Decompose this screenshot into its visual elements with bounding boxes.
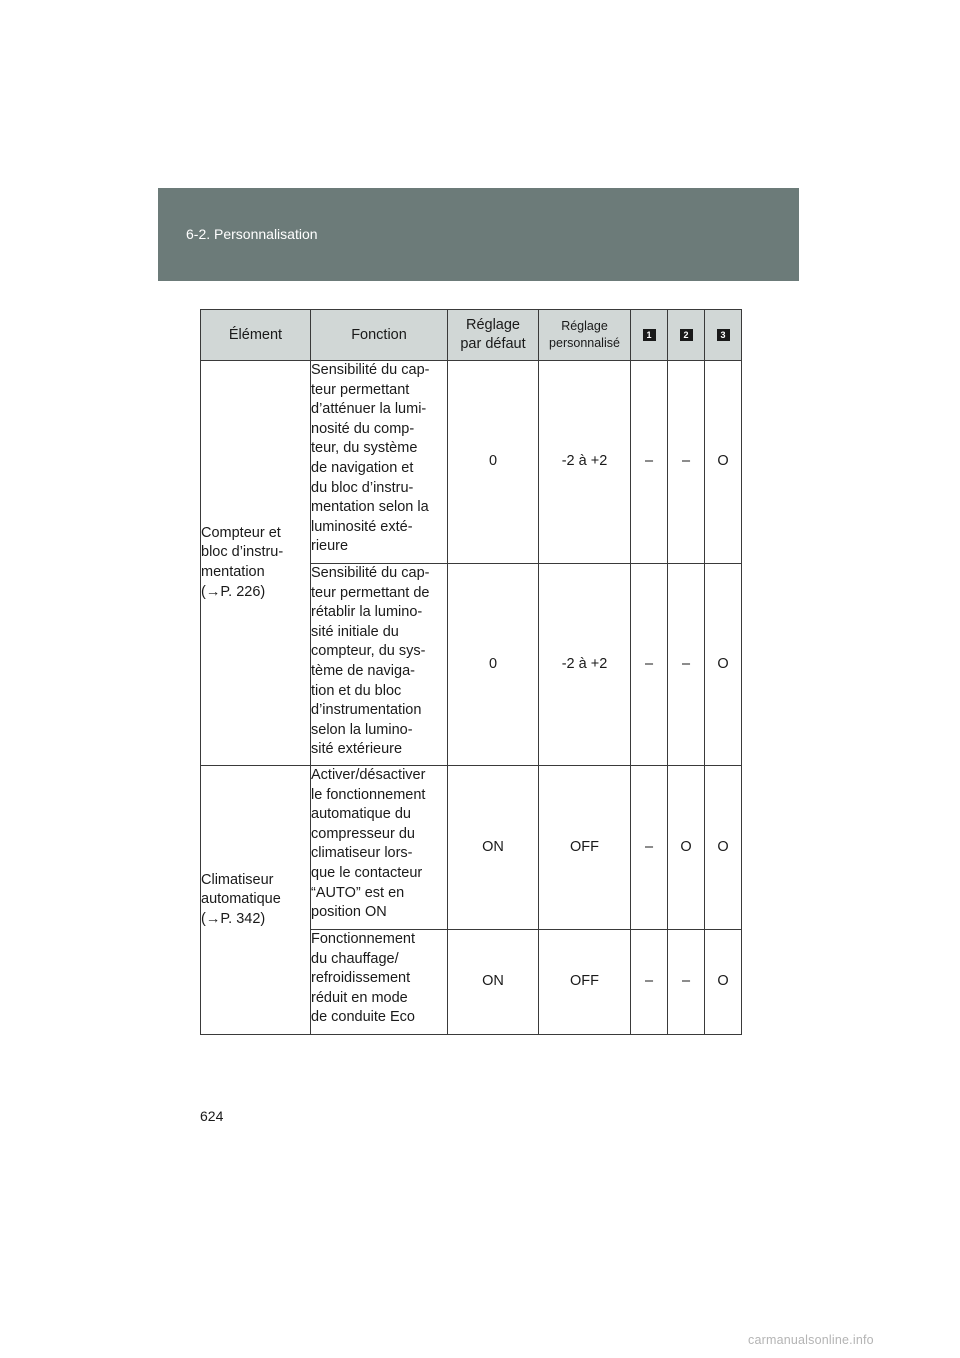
- table-row: [201, 766, 742, 930]
- function-line: luminosité exté-: [311, 518, 413, 535]
- table-header-row: [201, 310, 742, 361]
- header-col-3: [705, 310, 742, 361]
- function-line: que le contacteur: [311, 864, 423, 881]
- col-3-value: O: [705, 930, 742, 1035]
- header-default-line: par défaut: [460, 336, 526, 352]
- function-line: rieure: [311, 538, 349, 555]
- table-row: [201, 361, 742, 564]
- item-line: bloc d’instru-: [201, 544, 284, 561]
- header-custom-line: Réglage: [561, 319, 608, 333]
- section-header-band: [158, 188, 799, 281]
- function-line: d’instrumentation: [311, 702, 422, 719]
- col-2-value: O: [668, 766, 705, 930]
- function-line: teur, du système: [311, 440, 418, 457]
- col-3-value: O: [705, 361, 742, 564]
- function-line: rétablir la lumino-: [311, 604, 423, 621]
- function-cell: [311, 930, 448, 1035]
- number-1-icon: 1: [643, 329, 656, 341]
- function-line: Fonctionnement: [311, 931, 415, 947]
- custom-value: -2 à +2: [539, 361, 631, 564]
- function-cell: [311, 361, 448, 564]
- function-line: teur permettant: [311, 381, 410, 398]
- col-1-value: –: [631, 361, 668, 564]
- default-value: 0: [448, 564, 539, 766]
- header-default-line: Réglage: [465, 317, 520, 333]
- function-line: du bloc d’instru-: [311, 479, 414, 496]
- header-custom-line: personnalisé: [549, 336, 620, 350]
- custom-value: OFF: [539, 766, 631, 930]
- item-line: Climatiseur: [201, 871, 274, 888]
- header-item: Élément: [201, 310, 311, 361]
- item-line: automatique: [201, 891, 281, 908]
- item-line: (→P. 342): [201, 910, 266, 927]
- function-cell: [311, 564, 448, 766]
- col-1-value: –: [631, 930, 668, 1035]
- function-line: tion et du bloc: [311, 682, 402, 699]
- watermark: carmanualsonline.info: [748, 1333, 874, 1347]
- item-line: (→P. 226): [201, 583, 266, 600]
- function-line: d’atténuer la lumi-: [311, 401, 427, 418]
- section-title: 6-2. Personnalisation: [186, 226, 318, 242]
- function-line: mentation selon la: [311, 499, 429, 516]
- function-line: position ON: [311, 904, 387, 921]
- header-default: [448, 310, 539, 361]
- default-value: ON: [448, 930, 539, 1035]
- function-line: réduit en mode: [311, 989, 408, 1006]
- item-cell: [201, 361, 311, 766]
- function-line: de navigation et: [311, 459, 414, 476]
- function-line: teur permettant de: [311, 584, 430, 601]
- col-2-value: –: [668, 564, 705, 766]
- custom-value: -2 à +2: [539, 564, 631, 766]
- item-cell: [201, 766, 311, 1035]
- col-1-value: –: [631, 564, 668, 766]
- header-col-2: [668, 310, 705, 361]
- function-line: compteur, du sys-: [311, 643, 426, 660]
- function-line: tème de naviga-: [311, 662, 415, 679]
- col-2-value: –: [668, 930, 705, 1035]
- header-function: Fonction: [311, 310, 448, 361]
- function-line: de conduite Eco: [311, 1009, 415, 1026]
- function-line: sité extérieure: [311, 741, 403, 758]
- function-line: du chauffage/: [311, 950, 399, 967]
- customization-table: [200, 309, 742, 1035]
- header-custom: [539, 310, 631, 361]
- function-line: compresseur du: [311, 825, 415, 842]
- custom-value: OFF: [539, 930, 631, 1035]
- function-line: climatiseur lors-: [311, 845, 413, 862]
- function-line: automatique du: [311, 806, 411, 823]
- function-line: nosité du comp-: [311, 420, 415, 437]
- function-line: Sensibilité du cap-: [311, 565, 430, 581]
- function-line: “AUTO” est en: [311, 884, 405, 901]
- number-3-icon: 3: [717, 329, 730, 341]
- col-1-value: –: [631, 766, 668, 930]
- default-value: ON: [448, 766, 539, 930]
- col-2-value: –: [668, 361, 705, 564]
- default-value: 0: [448, 361, 539, 564]
- function-line: le fonctionnement: [311, 786, 426, 803]
- function-line: Sensibilité du cap-: [311, 362, 430, 378]
- header-col-1: [631, 310, 668, 361]
- function-line: Activer/désactiver: [311, 767, 426, 783]
- function-cell: [311, 766, 448, 930]
- page-number: 624: [200, 1108, 224, 1124]
- col-3-value: O: [705, 766, 742, 930]
- function-line: refroidissement: [311, 970, 411, 987]
- item-line: mentation: [201, 564, 265, 580]
- function-line: sité initiale du: [311, 623, 399, 640]
- function-line: selon la lumino-: [311, 721, 413, 738]
- col-3-value: O: [705, 564, 742, 766]
- number-2-icon: 2: [680, 329, 693, 341]
- item-line: Compteur et: [201, 524, 281, 541]
